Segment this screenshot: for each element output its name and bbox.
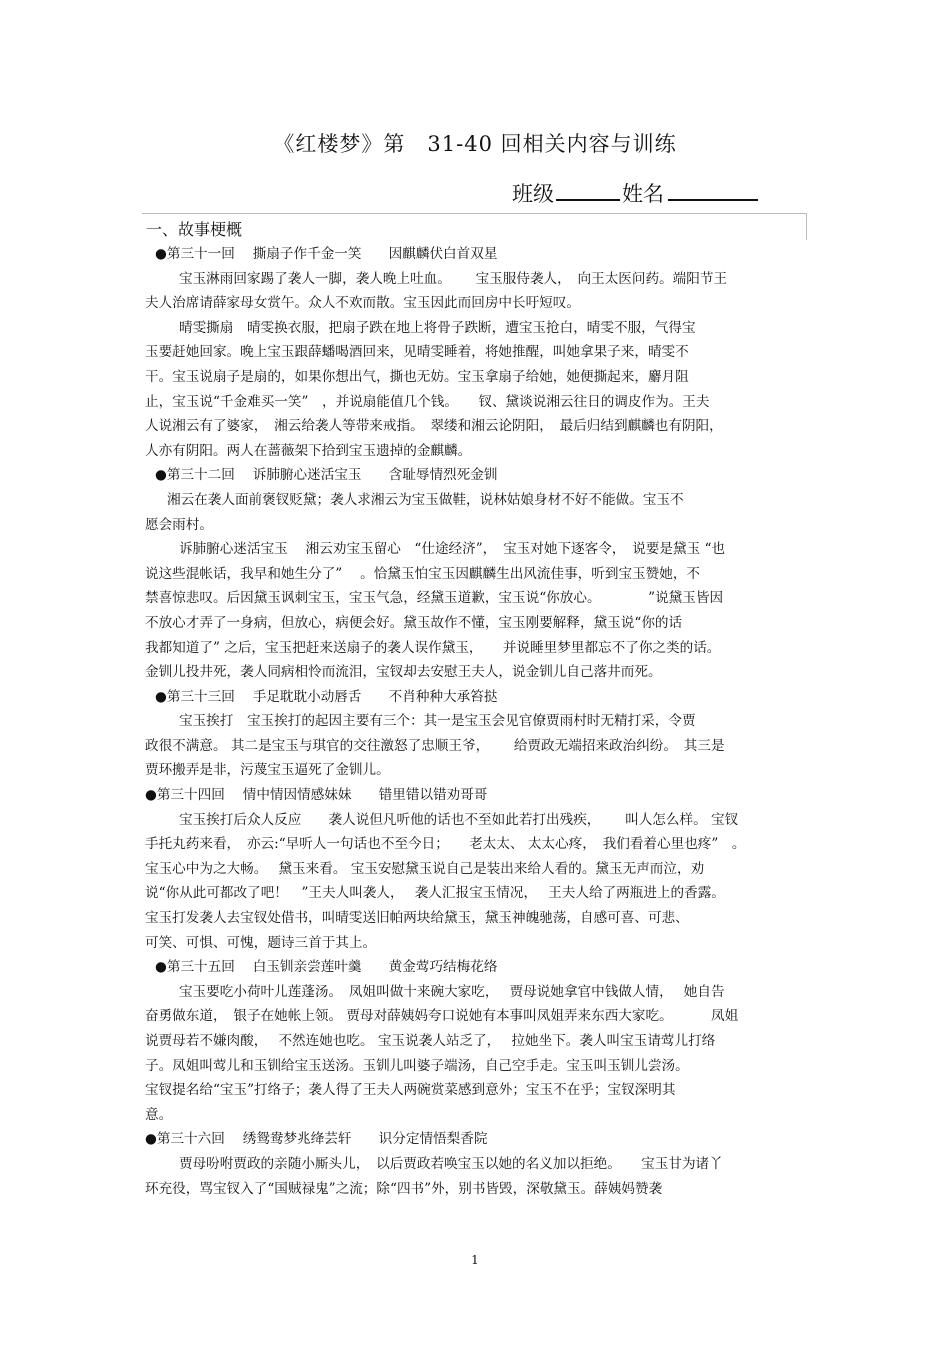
text-line: 金钏儿投井死，袭人同病相怜而流泪，宝钗却去安慰王夫人，说金钏儿自己落井而死。 <box>145 664 662 681</box>
text-line: 意。 <box>145 1106 173 1123</box>
text-line: 宝玉挨打后众人反应 袭人说但凡听他的话也不至如此若打出残疾， 叫人怎么样。 宝钗 <box>179 811 739 828</box>
text-line: 政很不满意。 其二是宝玉与琪官的交往激怒了忠顺王爷， 给贾政无端招来政治纠纷。 其三是 <box>145 737 725 754</box>
page-number: 1 <box>471 1253 479 1267</box>
text-line: 不放心才弄了一身病，但放心，病便会好。黛玉故作不懂，宝玉刚要解释，黛玉说“你的话 <box>145 614 683 631</box>
text-line: 禁喜惊悲叹。后因黛玉讽刺宝玉，宝玉气急，经黛玉道歉，宝玉说“你放心。 ”说黛玉皆因 <box>145 590 724 607</box>
text-line: 说贾母若不嫌肉酸， 不然连她也吃。 宝玉说袭人站乏了， 拉她坐下。袭人叫宝玉请莺儿打络 <box>145 1033 716 1049</box>
text-line: 玉要赶她回家。晚上宝玉跟薛蟠喝酒回来，见晴雯睡着，将她推醒，叫她拿果子来，晴雯不 <box>145 344 689 361</box>
name-label: 姓名 <box>622 182 664 206</box>
text-line: 人亦有阴阳。两人在蔷薇架下拾到宝玉遗掉的金麒麟。 <box>145 442 472 459</box>
text-line: 宝钗提名给“宝玉”打络子；袭人得了王夫人两碗赏菜感到意外；宝玉不在乎；宝钗深明其 <box>145 1082 676 1099</box>
text-line: ●第三十二回 诉肺腑心迷活宝玉 含耻辱情烈死金钏 <box>155 467 498 484</box>
text-line: 宝玉淋雨回家踢了袭人一脚，袭人晚上吐血。 宝玉服侍袭人， 向王太医问药。端阳节王 <box>179 270 728 287</box>
text-line: 说“你从此可都改了吧！ ”王夫人叫袭人， 袭人汇报宝玉情况， 王夫人给了两瓶进上的香露。 <box>145 885 725 902</box>
text-line: ●第三十六回 绣鸳鸯梦兆绛芸轩 识分定情悟梨香院 <box>145 1131 488 1148</box>
text-line: ●第三十五回 白玉钏亲尝莲叶羹 黄金莺巧结梅花络 <box>155 959 498 976</box>
text-line: ●第三十一回 撕扇子作千金一笑 因麒麟伏白首双星 <box>155 246 498 262</box>
text-line: 宝玉打发袭人去宝钗处借书，叫晴雯送旧帕两块给黛玉，黛玉神魄驰荡，自感可喜、可悲、 <box>145 910 689 927</box>
text-line: 奋勇做东道， 银子在她帐上领。 贾母对薛姨妈夸口说她有本事叫凤姐弄来东西大家吃。 凤姐 <box>145 1008 739 1025</box>
text-line: 宝玉挨打 宝玉挨打的起因主要有三个：其一是宝玉会见官僚贾雨村时无精打采，令贾 <box>179 713 696 730</box>
class-blank <box>556 179 620 201</box>
text-line: 止，宝玉说“千金难买一笑” ，并说扇能值几个钱。 钗、黛谈说湘云往日的调皮作为。王夫 <box>145 393 710 410</box>
class-name-line <box>512 178 758 208</box>
text-line: 干。宝玉说扇子是扇的，如果你想出气，撕也无妨。宝玉拿扇子给她，她便撕起来，麝月阻 <box>145 368 689 385</box>
text-line: 湘云在袭人面前褒钗贬黛；袭人求湘云为宝玉做鞋，说林姑娘身材不好不能做。宝玉不 <box>167 491 684 508</box>
text-line: 贾环搬弄是非，污蔑宝玉逼死了金钏儿。 <box>145 762 390 779</box>
class-label: 班级 <box>512 182 554 206</box>
text-line: 诉肺腑心迷活宝玉 湘云劝宝玉留心 “仕途经济”， 宝玉对她下逐客令， 说要是黛玉 “也 <box>179 541 726 558</box>
text-line: ●第三十四回 情中情因情感妹妹 错里错以错劝哥哥 <box>145 787 488 804</box>
text-line: 子。凤姐叫莺儿和玉钏给宝玉送汤。玉钏儿叫婆子端汤，自己空手走。宝玉叫玉钏儿尝汤。 <box>145 1057 689 1074</box>
text-line: 晴雯撕扇 晴雯换衣服，把扇子跌在地上将骨子跌断，遭宝玉抢白，晴雯不服，气得宝 <box>179 319 696 336</box>
name-blank <box>668 179 758 201</box>
page-title: 《红楼梦》第 31-40 回相关内容与训练 <box>273 132 677 156</box>
story-summary <box>145 242 810 1201</box>
text-line: 可笑、可惧、可愧，题诗三首于其上。 <box>145 934 377 951</box>
text-line: 夫人治席请薛家母女赏午。众人不欢而散。宝玉因此而回房中长吁短叹。 <box>145 295 580 312</box>
text-line: 宝玉要吃小荷叶儿莲蓬汤。 凤姐叫做十来碗大家吃， 贾母说她拿官中钱做人情， 她自告 <box>179 983 725 1000</box>
text-line: 说这些混帐话，我早和她生分了” 。恰黛玉怕宝玉因麒麟生出风流佳事，听到宝玉赞她，不 <box>145 565 701 582</box>
text-line: 环充役，骂宝钗入了“国贼禄鬼”之流；除“四书”外，别书皆毁，深敬黛玉。薛姨妈赞袭 <box>145 1180 663 1197</box>
text-line: 人说湘云有了婆家， 湘云给袭人等带来戒指。 翠缕和湘云论阴阳， 最后归结到麒麟也有阴阳， <box>145 418 723 435</box>
section-title: 一、故事梗概 <box>146 220 243 239</box>
text-line: 宝玉心中为之大畅。 黛玉来看。 宝玉安慰黛玉说自己是装出来给人看的。黛玉无声而泣，劝 <box>145 860 705 877</box>
text-line: 我都知道了” 之后，宝玉把赶来送扇子的袭人误作黛玉， 并说睡里梦里都忘不了你之类的话。 <box>145 639 721 656</box>
text-line: 贾母吩咐贾政的亲随小厮头儿， 以后贾政若唤宝玉以她的名义加以拒绝。 宝玉甘为诸丫 <box>179 1155 723 1172</box>
text-line: ●第三十三回 手足耽耽小动唇舌 不肖种种大承笞挞 <box>155 688 498 705</box>
text-line: 愿会雨村。 <box>145 516 213 533</box>
text-line: 手托丸药来看， 亦云:“早听人一句话也不至今日； 老太太、 太太心疼， 我们看着心里也疼” 。 <box>145 836 746 853</box>
